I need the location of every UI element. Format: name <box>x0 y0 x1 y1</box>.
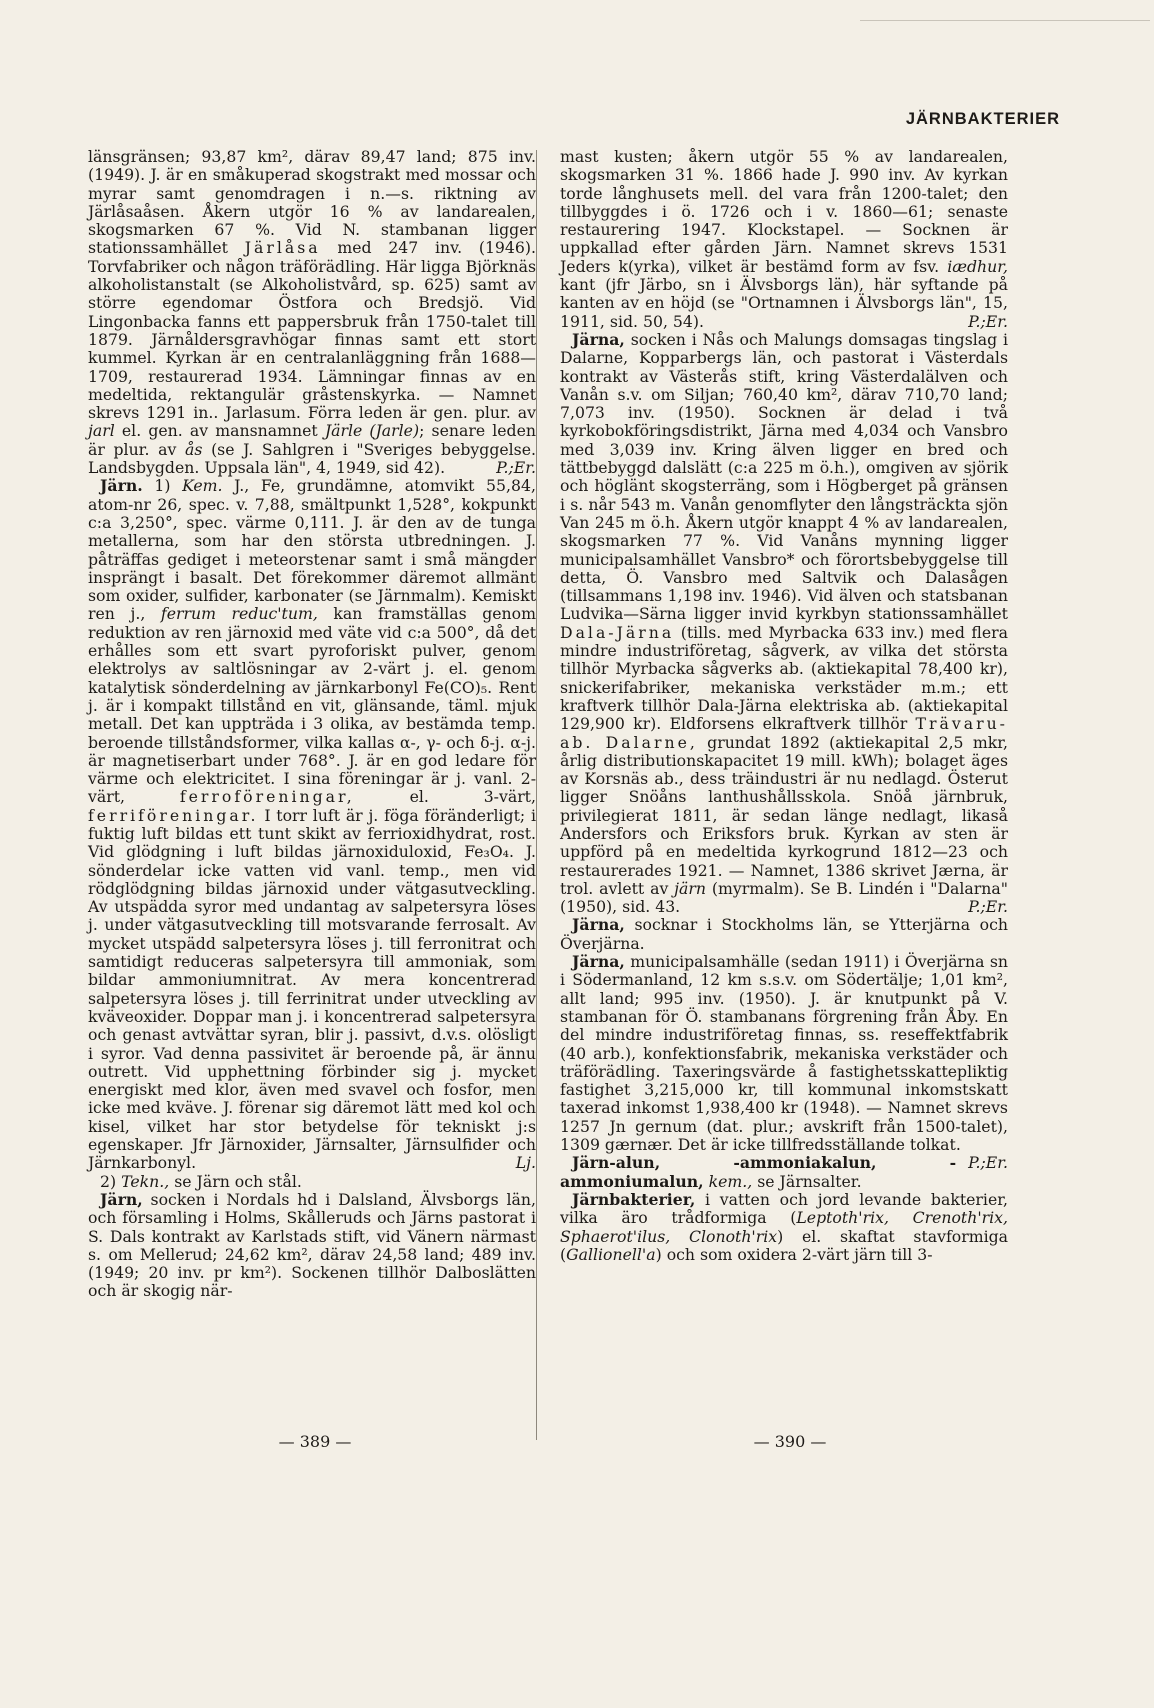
entry-jarnbakterier: Järnbakterier, i vatten och jord levande bakterier, vilka äro trådformiga (Leptoth'rix, Crenoth'rix, Sphaerot'ilus, Clonoth'rix) el. skaftat stavformiga (Gallionell'a) och som oxidera 2-värt järn till 3- <box>560 1189 1008 1264</box>
entry-jarn-alun: Järn-alun, -ammoniakalun, -ammoniumalun, kem., se Järnsalter. <box>560 1153 957 1191</box>
page-number-left: — 389 — <box>278 1432 352 1451</box>
signature: P.;Er. <box>968 1153 1008 1173</box>
page-number-right: — 390 — <box>753 1432 827 1451</box>
headword: Järna, <box>572 915 625 935</box>
signature: P.;Er. <box>968 897 1008 917</box>
entry-jarn-tekn: 2) Tekn., se Järn och stål. <box>100 1171 302 1191</box>
headword: Järn. <box>100 476 143 496</box>
entry-jarlasa-cont: länsgränsen; 93,87 km², därav 89,47 land; 875 inv. (1949). J. är en småkuperad skogstrakt med mossar och myrar samt genomdragen i n.—s. riktning av Järlåsaåsen. Åkern utgör 16 % av landarealen, skogsmarken 67 %. Vid N. stambanan ligger stationssamhället Järlåsa med 247 inv. (1946). Torvfabriker och någon träförädling. Här ligga Björknäs alkoholistanstalt (se Alkoholistvård, sp. 625) samt av större egendomar Östfora och Bredsjö. Vid Lingonbacka fanns ett pappersbruk från 1750-talet till 1879. Järnåldersgravhögar finnas samt ett stort kummel. Kyrkan är en centralanläggning från 1688—1709, restaurerad 1934. Lämningar finnas av en medeltida, rektangulär gråstenskyrka. — Namnet skrevs 1291 in.. Jarlasum. Förra leden är gen. plur. av jarl el. gen. av mansnamnet Järle (Jarle); senare leden är plur. av ås (se J. Sahlgren i "Sveriges bebyggelse. Landsbygden. Uppsala län", 4, 1949, sid 42). P.;Er. <box>88 147 536 478</box>
headword: Järna, <box>572 952 625 972</box>
headword: Järn, <box>100 1189 143 1209</box>
headword: Järn-alun, -ammoniakalun, -ammoniumalun, <box>560 1153 957 1191</box>
entry-jarn-kem: Järn. 1) Kem. J., Fe, grundämne, atomvikt 55,84, atom-nr 26, spec. v. 7,88, smältpunkt 1,528°, kokpunkt c:a 3,250°, spec. värme 0,111. J. är den av de tunga metallerna, som har den största utbredningen. J. påträffas gediget i meteorstenar samt i små mängder insprängt i basalt. Det förekommer däremot allmänt som oxider, sulfider, karbonater (se Järnmalm). Kemiskt ren j., ferrum reduc'tum, kan framställas genom reduktion av ren järnoxid med väte vid c:a 500°, då det erhålles som ett svart pyroforiskt pulver, genom elektrolys av saltlösningar av 2-värt j. el. genom katalytisk sönderdelning av järnkarbonyl Fe(CO)₅. Rent j. är i kompakt tillstånd en vit, glänsande, täml. mjuk metall. Det kan uppträda i 3 olika, av bestämda temp. beroende tillståndsformer, vilka kallas α-, γ- och δ-j. α-j. är magnetiserbart under 768°. J. är en god ledare för värme och elektricitet. I sina föreningar är j. vanl. 2-värt, ferroföreningar, el. 3-värt, ferriföreningar. I torr luft är j. föga föränderligt; i fuktig luft bildas ett tunt skikt av ferrioxidhydrat, rost. Vid glödgning i luft bildas järnoxiduloxid, Fe₃O₄. J. sönderdelar icke vatten vid vanl. temp., men vid rödglödgning bildas järnoxid under vätgasutveckling. Av utspädda syror med undantag av salpetersyra löses j. under vätgasutveckling till motsvarande ferrosalt. Av mycket utspädd salpetersyra löses j. till ferronitrat och samtidigt reduceras salpetersyra till ammoniak, som bildar ammoniumnitrat. Av mera koncentrerad salpetersyra löses j. till ferrinitrat under utveckling av kväveoxider. Doppar man j. i koncentrerad salpetersyra och genast avtvättar syran, blir j. passivt, d.v.s. olösligt i syror. Vad denna passivitet är beroende på, är ännu outrett. Vid upphettning förbinder sig j. mycket energiskt med klor, även med svavel och fosfor, men icke med kväve. J. förenar sig däremot lätt med kol och kisel, vilket har stor betydelse för tekniskt j:s egenskaper. Jfr Järnoxider, Järnsalter, Järnsulfider och Järnkarbonyl. Lj. <box>88 476 536 1173</box>
entry-jarna-municipal: Järna, municipalsamhälle (sedan 1911) i Överjärna sn i Södermanland, 12 km s.s.v. om Södertälje; 1,01 km², allt land; 995 inv. (1950). J. är knutpunkt på V. stambanan för Ö. stambanans förgrening från Åby. En del mindre industriföretag finnas, ss. reseffektfabrik (40 arb.), konfektionsfabrik, mekaniska verkstäder och träförädling. Taxeringsvärde å fastighetsskattepliktig fastighet 3,215,000 kr, till kommunal inkomstskatt taxerad inkomst 1,938,400 kr (1948). — Namnet skrevs 1257 Jn gernum (dat. plur.; avskrift från 1500-talet), 1309 gærnær. Det är icke tillfredsställande tolkat. P.;Er. <box>560 952 1008 1173</box>
column-divider <box>536 150 537 1440</box>
entry-jarna-dalarne: Järna, socken i Nås och Malungs domsagas tingslag i Dalarne, Kopparbergs län, och pastorat i Västerdals kontrakt av Västerås stift, kring Västerdalälven och Vanån s.v. om Siljan; 760,40 km², därav 710,70 land; 7,073 inv. (1950). Socknen är delad i två kyrkobokföringsdistrikt, Järna med 4,034 och Vansbro med 3,039 inv. Kring älven ligger en bred och tättbebyggd dalslätt (c:a 225 m ö.h.), omgiven av sjörik och höglänt skogsterräng, som i Högberget på gränsen i s. når 543 m. Vanån genomflyter den långsträckta sjön Van 245 m ö.h. Åkern utgör knappt 4 % av landarealen, skogsmarken 77 %. Vid Vanåns mynning ligger municipalsamhället Vansbro* och förortsbebyggelse till detta, Ö. Vansbro med Saltvik och Dalasågen (tillsammans 1,198 inv. 1946). Vid älven och statsbanan Ludvika—Särna ligger invid kyrkbyn stationssamhället Dala-Järna (tills. med Myrbacka 633 inv.) med flera mindre industriföretag, sågverk, av vilka det största tillhör Myrbacka sågverks ab. (aktiekapital 78,400 kr), snickerifabriker, mekaniska verkstäder m.m.; ett kraftverk tillhör Dala-Järna elektriska ab. (aktiekapital 129,900 kr). Eldforsens elkraftverk tillhör Trävaru-ab. Dalarne, grundat 1892 (aktiekapital 2,5 mkr, årlig distributionskapacitet 19 mill. kWh); bolaget äges av Korsnäs ab., dess träindustri är nu nedlagd. Österut ligger Snöåns lanthushållsskola. Snöå järnbruk, privilegierat 1811, är sedan länge nedlagt, likaså Andersfors och Eriksfors bruk. Kyrkan av sten är uppförd på en medeltida kyrkogrund 1812—23 och restaurerades 1921. — Namnet, 1386 skrivet Jærna, är trol. avlett av järn (myrmalm). Se B. Lindén i "Dalarna" (1950), sid. 43. P.;Er. <box>560 329 1008 917</box>
entry-jarn-socken: Järn, socken i Nordals hd i Dalsland, Älvsborgs län, och församling i Holms, Skålleruds och Järns pastorat i S. Dals kontrakt av Karlstads stift, vid Vänern närmast s. om Mellerud; 24,62 km², därav 24,58 land; 489 inv. (1949; 20 inv. pr km²). Sockenen tillhör Dalboslätten och är skogig när- <box>88 1189 536 1301</box>
headword: Järna, <box>572 329 625 349</box>
running-head: JÄRNBAKTERIER <box>905 110 1060 128</box>
signature: P.;Er. <box>496 458 536 478</box>
top-rule <box>860 20 1150 21</box>
left-column <box>88 148 536 1301</box>
right-column <box>560 148 1008 1264</box>
signature: Lj. <box>515 1153 536 1173</box>
entry-jarna-stockholm: Järna, socknar i Stockholms län, se Ytterjärna och Överjärna. <box>560 915 1008 953</box>
headword: Järnbakterier, <box>572 1189 696 1209</box>
signature: P.;Er. <box>968 311 1008 331</box>
entry-jarn-socken-cont: mast kusten; åkern utgör 55 % av landarealen, skogsmarken 31 %. 1866 hade J. 990 inv. Av kyrkan torde långhusets mell. del vara från 1200-talet; den tillbyggdes i ö. 1726 och i v. 1860—61; senaste restaurering 1947. Klockstapel. — Socknen är uppkallad efter gården Järn. Namnet skrevs 1531 Jeders k(yrka), vilket är bestämd form av fsv. iædhur, kant (jfr Järbo, sn i Älvsborgs län), här syftande på kanten av en höjd (se "Ortnamnen i Älvsborgs län", 15, 1911, sid. 50, 54). P.;Er. <box>560 147 1008 331</box>
